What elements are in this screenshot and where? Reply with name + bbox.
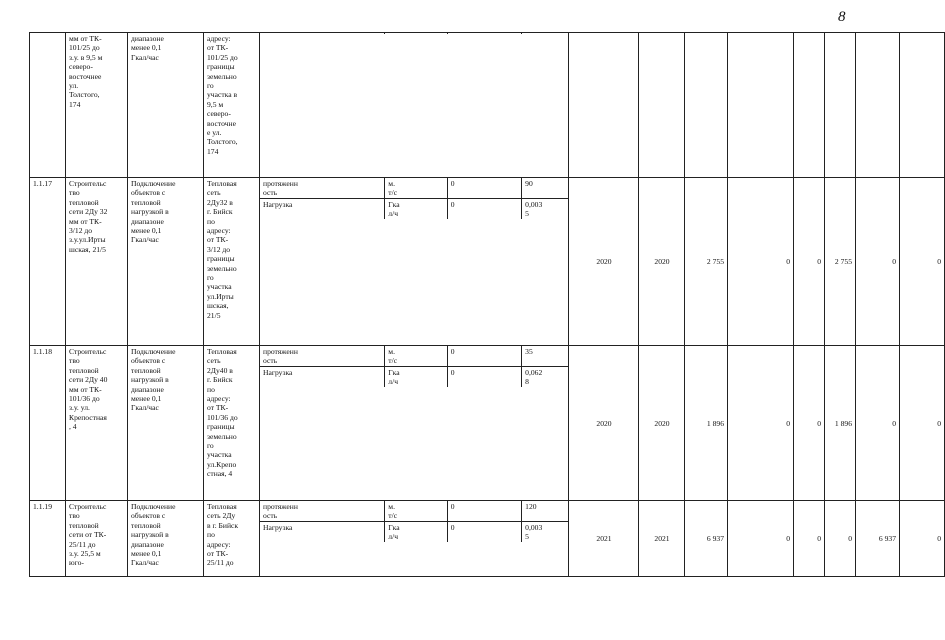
parameter-unit: Гка л/ч (385, 366, 447, 386)
cost-value: 6 937 (685, 501, 728, 577)
parameter-empty-cell (447, 33, 521, 34)
table-row (30, 346, 945, 501)
row-number (30, 33, 66, 178)
parameter-value-before: 0 (447, 178, 521, 198)
cost-value: 0 (900, 178, 945, 346)
table-row (30, 33, 945, 178)
project-location: Тепловая сеть 2Ду40 в г. Бийск по адресу: от ТК- 101/36 до границы земельно го участка ул.Крепо стная, 4 (204, 346, 260, 501)
parameter-empty-cell (260, 33, 385, 34)
cost-value: 0 (794, 178, 825, 346)
project-purpose: Подключение объектов с тепловой нагрузкой в диапазоне менее 0,1 Гкал/час (128, 346, 204, 501)
parameter-unit: м. т/с (385, 346, 447, 366)
project-location: Тепловая сеть 2Ду в г. Бийск по адресу: от ТК- 25/11 до (204, 501, 260, 577)
parameter-value-before: 0 (447, 366, 521, 386)
investment-program-table (29, 32, 945, 577)
parameter-value-after: 0,062 8 (522, 366, 568, 386)
cost-value: 0 (900, 501, 945, 577)
parameter-value-after: 90 (522, 178, 568, 198)
technical-parameters (260, 501, 569, 577)
parameter-value-before: 0 (447, 346, 521, 366)
start-year: 2020 (569, 346, 639, 501)
project-location: адресу: от ТК- 101/25 до границы земельно го участка в 9,5 м северо- восточне е ул. Толстого, 174 (204, 33, 260, 178)
cost-value: 1 896 (825, 346, 856, 501)
parameter-row (260, 366, 568, 386)
parameter-empty-cell (385, 33, 447, 34)
parameter-value-before: 0 (447, 521, 521, 541)
cost-value (685, 33, 728, 178)
cost-value: 0 (794, 501, 825, 577)
cost-value: 2 755 (685, 178, 728, 346)
parameter-unit: Гка л/ч (385, 521, 447, 541)
parameter-name: Нагрузка (263, 522, 293, 532)
parameter-name: протяженн ость (260, 178, 385, 198)
parameter-value-after: 0,003 5 (522, 521, 568, 541)
project-purpose: диапазоне менее 0,1 Гкал/час (128, 33, 204, 178)
parameter-row (260, 521, 568, 541)
cost-value: 0 (728, 346, 794, 501)
parameter-name: протяженн ость (260, 501, 385, 521)
parameter-row (260, 178, 568, 198)
page-number: 8 (838, 9, 846, 25)
cost-value (794, 33, 825, 178)
table-row (30, 501, 945, 577)
end-year: 2020 (639, 346, 685, 501)
cost-value (900, 33, 945, 178)
parameter-row (260, 198, 568, 218)
start-year (569, 33, 639, 178)
parameter-empty-cell (522, 33, 568, 34)
cost-value: 0 (728, 501, 794, 577)
end-year: 2021 (639, 501, 685, 577)
cost-value (825, 33, 856, 178)
start-year: 2020 (569, 178, 639, 346)
parameters-table (260, 346, 568, 387)
parameter-name: Нагрузка (263, 199, 293, 209)
parameter-unit: м. т/с (385, 178, 447, 198)
technical-parameters (260, 33, 569, 178)
parameter-name: Нагрузка (263, 367, 293, 377)
cost-value: 6 937 (856, 501, 900, 577)
technical-parameters (260, 178, 569, 346)
cost-value: 0 (856, 346, 900, 501)
project-name: Строительс тво тепловой сети от ТК- 25/11 до з.у. 25,5 м юго- (66, 501, 128, 577)
cost-value: 2 755 (825, 178, 856, 346)
parameter-row (260, 501, 568, 521)
row-number: 1.1.18 (30, 346, 66, 501)
project-purpose: Подключение объектов с тепловой нагрузкой в диапазоне менее 0,1 Гкал/час (128, 178, 204, 346)
project-name: Строительс тво тепловой сети 2Ду 32 мм от ТК- 3/12 до з.у.ул.Ирты шская, 21/5 (66, 178, 128, 346)
parameter-unit: Гка л/ч (385, 198, 447, 218)
end-year: 2020 (639, 178, 685, 346)
parameter-row (260, 346, 568, 366)
project-name: мм от ТК- 101/25 до з.у. в 9,5 м северо- восточнее ул. Толстого, 174 (66, 33, 128, 178)
cost-value: 0 (900, 346, 945, 501)
parameters-table (260, 178, 568, 219)
parameter-value-after: 120 (522, 501, 568, 521)
row-number: 1.1.17 (30, 178, 66, 346)
end-year (639, 33, 685, 178)
project-name: Строительс тво тепловой сети 2Ду 40 мм от ТК- 101/36 до з.у. ул. Крепостная , 4 (66, 346, 128, 501)
cost-value (856, 33, 900, 178)
parameter-name: протяженн ость (260, 346, 385, 366)
start-year: 2021 (569, 501, 639, 577)
project-location: Тепловая сеть 2Ду32 в г. Бийск по адресу: от ТК- 3/12 до границы земельно го участка ул.Ирты шская, 21/5 (204, 178, 260, 346)
parameters-table (260, 501, 568, 542)
project-purpose: Подключение объектов с тепловой нагрузкой в диапазоне менее 0,1 Гкал/час (128, 501, 204, 577)
cost-value (728, 33, 794, 178)
parameter-value-after: 0,003 5 (522, 198, 568, 218)
parameter-value-after: 35 (522, 346, 568, 366)
table-row (30, 178, 945, 346)
parameter-unit: м. т/с (385, 501, 447, 521)
parameter-value-before: 0 (447, 198, 521, 218)
cost-value: 0 (856, 178, 900, 346)
cost-value: 1 896 (685, 346, 728, 501)
cost-value: 0 (794, 346, 825, 501)
cost-value: 0 (825, 501, 856, 577)
cost-value: 0 (728, 178, 794, 346)
technical-parameters (260, 346, 569, 501)
parameters-table (260, 33, 568, 34)
row-number: 1.1.19 (30, 501, 66, 577)
parameter-value-before: 0 (447, 501, 521, 521)
